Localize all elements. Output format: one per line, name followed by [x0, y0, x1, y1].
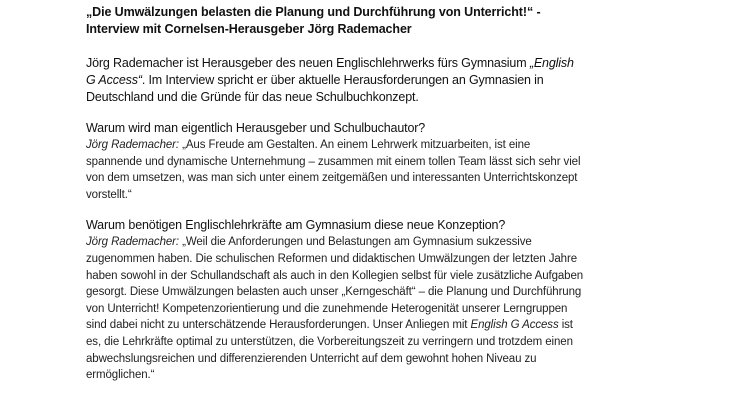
answer-1-text: „Aus Freude am Gestalten. An einem Lehrwerk mitzuarbeiten, ist eine spannende und dynamische Unternehmung – zusammen mit einem tollen Team lässt sich sehr viel von dem umsetzen, was man sich unter einem zeitgemäßen und interessanten Unterrichtskonzept vorstellt.“: [86, 139, 581, 201]
answer-2-text-end: ist es, die Lehrkräfte optimal zu unterstützen, die Vorbereitungszeit zu verringern und trotzdem einen abwechslungsreichen und differenzierenden Unterricht auf dem gewohnt hohen Niveau zu ermöglichen.“: [86, 319, 573, 382]
qa-section-2: [86, 217, 586, 383]
answer-1: [86, 137, 586, 203]
intro-text-start: Jörg Rademacher ist Herausgeber des neuen Englischlehrwerks fürs Gymnasium: [86, 56, 527, 70]
speaker-label: Jörg Rademacher:: [86, 139, 179, 151]
title-line-1: „Die Umwälzungen belasten die Planung und Durchführung von Unterricht!“ -: [86, 5, 541, 19]
intro-text-end: . Im Interview spricht er über aktuelle Herausforderungen an Gymnasien in Deutschland und die Gründe für das neue Schulbuchkonzept.: [86, 73, 544, 104]
intro-paragraph: [86, 55, 586, 106]
book-title: „English G Access“: [86, 56, 574, 87]
question-1: Warum wird man eigentlich Herausgeber und Schulbuchautor?: [86, 121, 426, 135]
answer-2: [86, 234, 586, 383]
answer-2-text-start: „Weil die Anforderungen und Belastungen am Gymnasium sukzessive zugenommen haben. Die schulischen Reformen und didaktischen Umwälzungen der letzten Jahre haben sowohl in der Schullandschaft als auch in den Kollegien selbst für viele zusätzliche Aufgaben gesorgt. Diese Umwälzungen belasten auch unser „Kerngeschäft“ – die Planung und Durchführung von Unterricht! Kompetenzorientierung und die zunehmende Heterogenität unserer Lerngruppen sind dabei nicht zu unterschätzende Herausforderungen. Unser Anliegen mit: [86, 236, 584, 332]
book-title-inline: English G Access: [470, 319, 559, 332]
speaker-label: Jörg Rademacher:: [86, 236, 179, 249]
title-line-2: Interview mit Cornelsen-Herausgeber Jörg Rademacher: [86, 22, 412, 36]
qa-section-1: [86, 120, 586, 203]
article-title: [86, 4, 586, 38]
document-page: [86, 4, 586, 384]
question-2: Warum benötigen Englischlehrkräfte am Gymnasium diese neue Konzeption?: [86, 218, 506, 233]
